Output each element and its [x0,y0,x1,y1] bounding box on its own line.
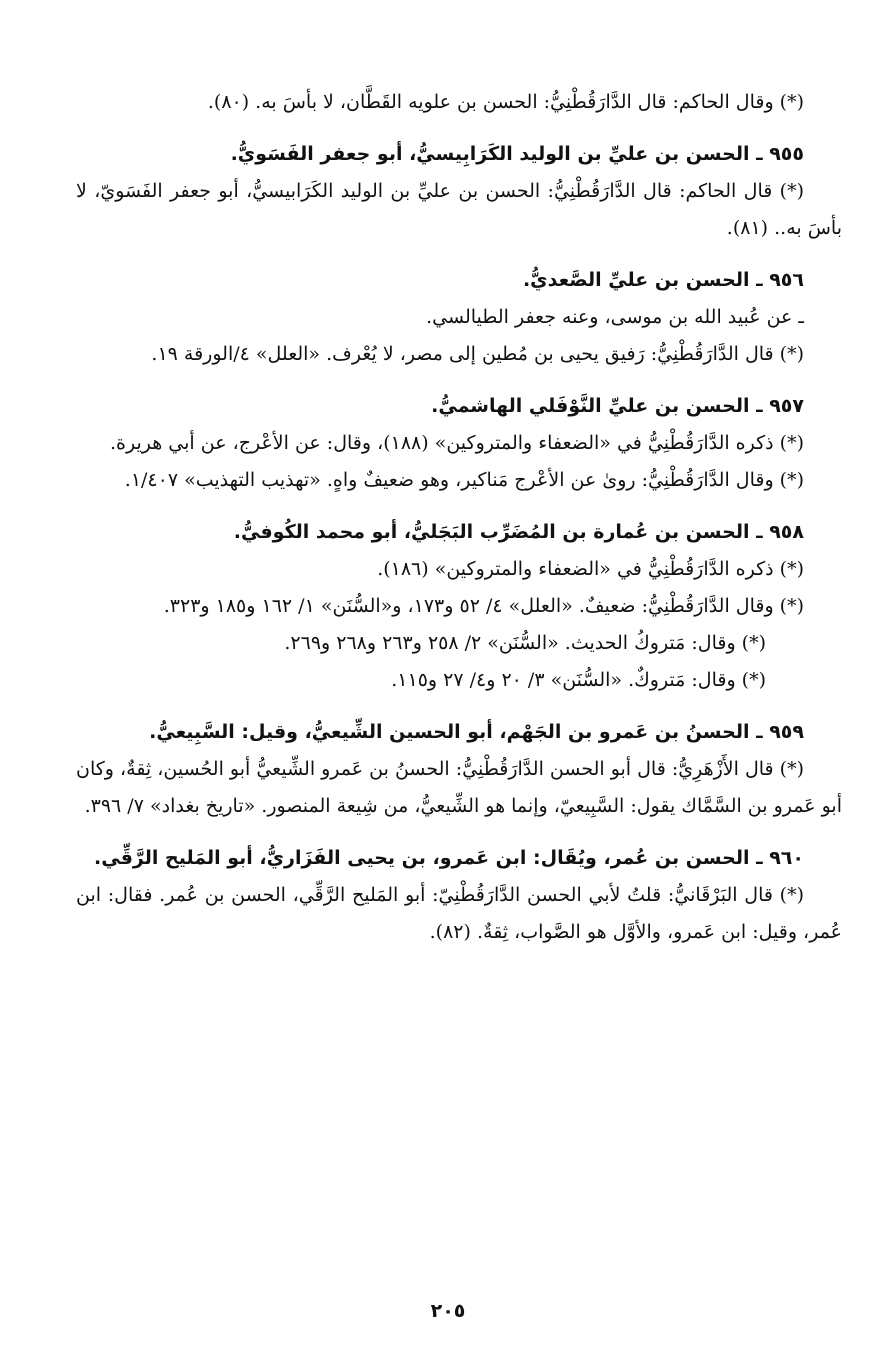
entry-paragraph: (*) وقال الحاكم: قال الدَّارَقُطْنِيُّ: الحسن بن علويه القَطَّان، لا بأسَ به. (٨٠). [207,91,804,113]
entry-paragraph: (*) قال الدَّارَقُطْنِيُّ: رَفيق يحيى بن مُطين إلى مصر، لا يُعْرف. «العلل» ٤/الورقة ١٩. [151,343,804,365]
entry-paragraph: (*) قال البَرْقَانيُّ: قلتُ لأبي الحسن الدَّارَقُطْنِيّ: أبو المَليح الرَّقِّي، الحسن بن عُمر. فقال: ابن عُمر، وقيل: ابن عَمرو، والأوَّل هو الصَّواب، ثِقةٌ. (٨٢). [76,884,842,943]
entry-paragraph: (*) وقال: مَتروكٌ. «السُّنَن» ٣/ ٢٠ و٤/ ٢٧ و١١٥. [391,669,766,691]
entry-paragraph: (*) وقال: مَتروكُ الحديث. «السُّنَن» ٢/ ٢٥٨ و٢٦٣ و٢٦٨ و٢٦٩. [284,632,766,654]
entry-paragraph: (*) ذكره الدَّارَقُطْنِيُّ في «الضعفاء والمتروكين» (١٨٦). [377,558,804,580]
entry-paragraph: (*) قال الحاكم: قال الدَّارَقُطْنِيُّ: الحسن بن عليِّ بن الوليد الكَرَابيسيُّ، أبو جعفر الفَسَويّ، لا بأسَ به.. (٨١). [76,180,842,239]
entry-paragraph: (*) وقال الدَّارَقُطْنِيُّ: ضعيفٌ. «العلل» ٤/ ٥٢ و١٧٣، و«السُّنَن» ١/ ١٦٢ و١٨٥ و٣٢٣. [163,595,804,617]
entry-heading-955: ٩٥٥ ـ الحسن بن عليِّ بن الوليد الكَرَابِيسيُّ، أبو جعفر الفَسَويُّ. [230,143,804,165]
entry-paragraph: (*) قال الأَزْهَرِيُّ: قال أبو الحسن الدَّارَقُطْنِيُّ: الحسنُ بن عَمرو الشِّيعيُّ أبو الحُسين، ثِقةٌ، وكان أبو عَمرو بن السَّمَّاك يقول: السَّبِيعيّ، وإنما هو الشِّيعيُّ، من شِيعة المنصور. «تاريخ بغداد» ٧/ ٣٩٦. [76,758,842,817]
entry-heading-960: ٩٦٠ ـ الحسن بن عُمر، ويُقَال: ابن عَمرو، بن يحيى الفَزَاريُّ، أبو المَليح الرَّقِّي. [94,847,804,869]
entry-paragraph: (*) ذكره الدَّارَقُطْنِيُّ في «الضعفاء والمتروكين» (١٨٨)، وقال: عن الأعْرج، عن أبي هريرة. [110,432,804,454]
entry-heading-957: ٩٥٧ ـ الحسن بن عليِّ النَّوْفَلي الهاشميُّ. [431,395,804,417]
book-page [76,84,842,951]
entry-paragraph: (*) وقال الدَّارَقُطْنِيُّ: روىٰ عن الأعْرج مَناكير، وهو ضعيفٌ واهٍ. «تهذيب التهذيب» ١/٤٠٧. [124,469,804,491]
entry-paragraph: ـ عن عُبيد الله بن موسى، وعنه جعفر الطيالسي. [426,306,804,328]
page-number: ٢٠٥ [430,1300,466,1322]
entry-heading-959: ٩٥٩ ـ الحسنُ بن عَمرو بن الجَهْم، أبو الحسين الشِّيعيُّ، وقيل: السَّبِيعيُّ. [149,721,804,743]
entry-heading-958: ٩٥٨ ـ الحسن بن عُمارة بن المُضَرِّب البَجَليُّ، أبو محمد الكُوفيُّ. [233,521,804,543]
entry-heading-956: ٩٥٦ ـ الحسن بن عليِّ الصَّعديُّ. [522,269,804,291]
